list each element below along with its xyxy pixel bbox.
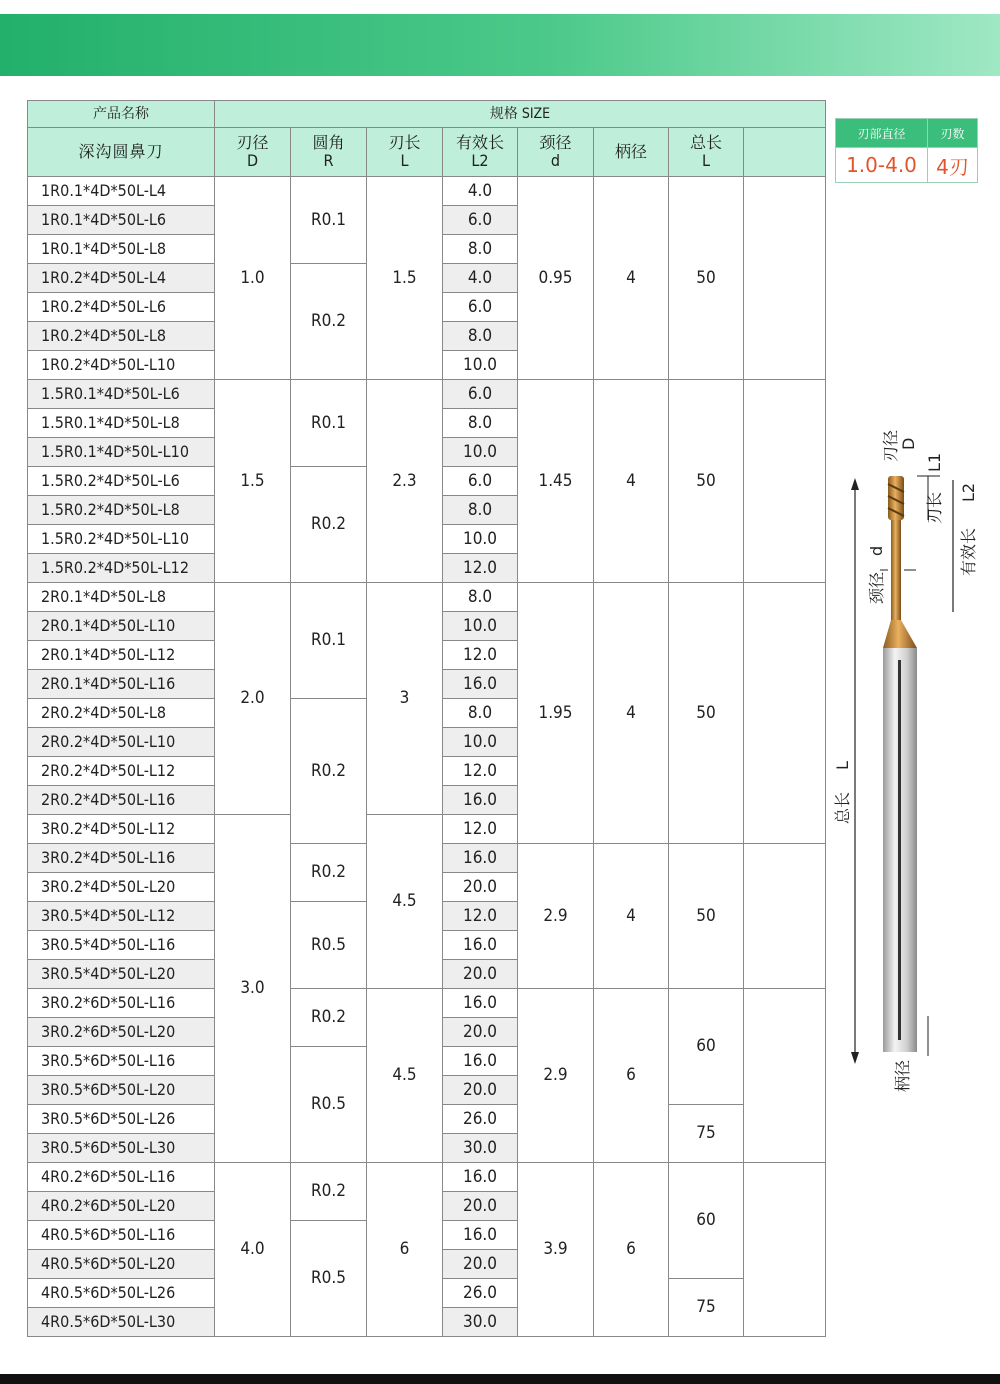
effective-length-cell: 6.0 <box>443 467 518 496</box>
effective-length-cell: 20.0 <box>443 960 518 989</box>
flute-length-cell: 4.5 <box>367 815 443 989</box>
effective-length-cell: 20.0 <box>443 1018 518 1047</box>
neck-diameter-cell: 0.95 <box>518 177 594 380</box>
radius-cell: R0.2 <box>291 1163 367 1221</box>
radius-cell: R0.2 <box>291 467 367 583</box>
effective-length-cell: 10.0 <box>443 351 518 380</box>
neck-section <box>891 520 901 620</box>
overall-length-cell: 75 <box>669 1279 744 1337</box>
end-mill-diagram <box>820 420 1000 1100</box>
model-cell: 1R0.2*4D*50L-L10 <box>28 351 215 380</box>
top-banner <box>0 14 1000 76</box>
neck-diameter-cell: 3.9 <box>518 1163 594 1337</box>
effective-length-cell: 8.0 <box>443 322 518 351</box>
col-diameter: 刃径 D <box>215 128 291 177</box>
neck-diameter-cell: 1.45 <box>518 380 594 583</box>
effective-length-cell: 30.0 <box>443 1308 518 1337</box>
overall-length-cell: 50 <box>669 177 744 380</box>
effective-length-cell: 8.0 <box>443 496 518 525</box>
shank-diameter-cell: 4 <box>594 177 669 380</box>
label-neck-diameter: 颈径 <box>867 571 886 604</box>
effective-length-cell: 12.0 <box>443 641 518 670</box>
effective-length-cell: 12.0 <box>443 757 518 786</box>
neck-diameter-cell: 1.95 <box>518 583 594 844</box>
flute-count-value: 4刃 <box>928 148 978 183</box>
col-overall-length: 总长 L <box>669 128 744 177</box>
overall-length-cell: 50 <box>669 380 744 583</box>
model-cell: 1.5R0.1*4D*50L-L6 <box>28 380 215 409</box>
overall-length-cell: 50 <box>669 583 744 844</box>
diameter-cell: 2.0 <box>215 583 291 815</box>
model-cell: 3R0.5*4D*50L-L16 <box>28 931 215 960</box>
flute-count-label: 刃数 <box>928 119 978 148</box>
radius-cell: R0.5 <box>291 1047 367 1163</box>
blank-cell <box>744 989 826 1163</box>
model-cell: 1.5R0.1*4D*50L-L10 <box>28 438 215 467</box>
effective-length-cell: 16.0 <box>443 786 518 815</box>
radius-cell: R0.1 <box>291 380 367 467</box>
effective-length-cell: 20.0 <box>443 1076 518 1105</box>
label-effective-length: 有效长 <box>959 527 978 576</box>
model-cell: 1.5R0.2*4D*50L-L12 <box>28 554 215 583</box>
model-cell: 3R0.5*6D*50L-L26 <box>28 1105 215 1134</box>
overall-length-cell: 60 <box>669 1163 744 1279</box>
flute-length-cell: 2.3 <box>367 380 443 583</box>
radius-cell: R0.2 <box>291 699 367 844</box>
effective-length-cell: 26.0 <box>443 1105 518 1134</box>
model-cell: 1R0.1*4D*50L-L4 <box>28 177 215 206</box>
label-flute-length-sym: L1 <box>925 452 944 472</box>
model-cell: 4R0.2*6D*50L-L16 <box>28 1163 215 1192</box>
effective-length-cell: 4.0 <box>443 177 518 206</box>
model-cell: 1R0.2*4D*50L-L6 <box>28 293 215 322</box>
model-cell: 2R0.1*4D*50L-L10 <box>28 612 215 641</box>
model-cell: 2R0.2*4D*50L-L8 <box>28 699 215 728</box>
product-name-header: 产品名称 <box>28 101 215 128</box>
model-cell: 2R0.2*4D*50L-L12 <box>28 757 215 786</box>
diameter-cell: 3.0 <box>215 815 291 1163</box>
shank-diameter-cell: 4 <box>594 844 669 989</box>
model-cell: 4R0.2*6D*50L-L20 <box>28 1192 215 1221</box>
blank-cell <box>744 844 826 989</box>
blank-cell <box>744 380 826 583</box>
effective-length-cell: 16.0 <box>443 1047 518 1076</box>
model-cell: 2R0.2*4D*50L-L10 <box>28 728 215 757</box>
model-cell: 2R0.1*4D*50L-L8 <box>28 583 215 612</box>
label-shank-diameter: 柄径 <box>893 1059 912 1092</box>
col-flute-length: 刃长 L <box>367 128 443 177</box>
radius-cell: R0.1 <box>291 583 367 699</box>
effective-length-cell: 26.0 <box>443 1279 518 1308</box>
effective-length-cell: 8.0 <box>443 583 518 612</box>
model-cell: 2R0.2*4D*50L-L16 <box>28 786 215 815</box>
spec-table <box>27 100 826 1337</box>
effective-length-cell: 6.0 <box>443 206 518 235</box>
bottom-bar <box>0 1374 1000 1384</box>
effective-length-cell: 16.0 <box>443 1163 518 1192</box>
table-row <box>28 177 826 206</box>
model-cell: 3R0.2*6D*50L-L20 <box>28 1018 215 1047</box>
blade-diameter-label: 刃部直径 <box>836 119 928 148</box>
effective-length-cell: 8.0 <box>443 409 518 438</box>
col-effective-length: 有效长 L2 <box>443 128 518 177</box>
blank-cell <box>744 583 826 844</box>
effective-length-cell: 8.0 <box>443 699 518 728</box>
overall-length-cell: 60 <box>669 989 744 1105</box>
label-blade-diameter: 刃径 <box>881 429 900 462</box>
model-cell: 4R0.5*6D*50L-L16 <box>28 1221 215 1250</box>
flute-length-cell: 1.5 <box>367 177 443 380</box>
model-cell: 3R0.5*6D*50L-L20 <box>28 1076 215 1105</box>
shank-diameter-cell: 6 <box>594 989 669 1163</box>
label-flute-length: 刃长 <box>925 491 944 524</box>
effective-length-cell: 12.0 <box>443 902 518 931</box>
label-effective-length-sym: L2 <box>959 482 978 502</box>
model-cell: 3R0.5*4D*50L-L12 <box>28 902 215 931</box>
effective-length-cell: 6.0 <box>443 380 518 409</box>
blank-cell <box>744 177 826 380</box>
flute-length-cell: 4.5 <box>367 989 443 1163</box>
effective-length-cell: 16.0 <box>443 670 518 699</box>
label-overall-length-sym: L <box>833 761 852 770</box>
model-cell: 3R0.2*4D*50L-L12 <box>28 815 215 844</box>
flute-length-cell: 3 <box>367 583 443 815</box>
model-cell: 3R0.5*6D*50L-L30 <box>28 1134 215 1163</box>
neck-diameter-cell: 2.9 <box>518 989 594 1163</box>
diameter-cell: 1.5 <box>215 380 291 583</box>
model-cell: 1R0.1*4D*50L-L8 <box>28 235 215 264</box>
neck-diameter-cell: 2.9 <box>518 844 594 989</box>
flute-info-table <box>835 118 978 183</box>
spec-size-header: 规格 SIZE <box>215 101 826 128</box>
shank-shadow-line <box>898 660 901 1040</box>
radius-cell: R0.2 <box>291 989 367 1047</box>
model-cell: 3R0.5*4D*50L-L20 <box>28 960 215 989</box>
effective-length-cell: 16.0 <box>443 931 518 960</box>
model-cell: 3R0.2*4D*50L-L16 <box>28 844 215 873</box>
model-cell: 2R0.1*4D*50L-L12 <box>28 641 215 670</box>
radius-cell: R0.5 <box>291 902 367 989</box>
blade-diameter-value: 1.0-4.0 <box>836 148 928 183</box>
label-blade-diameter-sym: D <box>899 437 918 450</box>
model-cell: 1.5R0.2*4D*50L-L10 <box>28 525 215 554</box>
table-row <box>28 1163 826 1192</box>
shank-diameter-cell: 4 <box>594 583 669 844</box>
col-blank <box>744 128 826 177</box>
model-cell: 3R0.2*4D*50L-L20 <box>28 873 215 902</box>
radius-cell: R0.2 <box>291 264 367 380</box>
effective-length-cell: 20.0 <box>443 1250 518 1279</box>
series-name: 深沟圆鼻刀 <box>28 128 215 177</box>
table-row <box>28 380 826 409</box>
effective-length-cell: 10.0 <box>443 438 518 467</box>
effective-length-cell: 4.0 <box>443 264 518 293</box>
model-cell: 1.5R0.1*4D*50L-L8 <box>28 409 215 438</box>
col-neck-diameter: 颈径 d <box>518 128 594 177</box>
model-cell: 1R0.2*4D*50L-L8 <box>28 322 215 351</box>
table-row <box>28 583 826 612</box>
shank-diameter-cell: 6 <box>594 1163 669 1337</box>
model-cell: 4R0.5*6D*50L-L26 <box>28 1279 215 1308</box>
model-cell: 2R0.1*4D*50L-L16 <box>28 670 215 699</box>
col-shank-diameter: 柄径 <box>594 128 669 177</box>
effective-length-cell: 8.0 <box>443 235 518 264</box>
effective-length-cell: 6.0 <box>443 293 518 322</box>
effective-length-cell: 30.0 <box>443 1134 518 1163</box>
flute-length-cell: 6 <box>367 1163 443 1337</box>
col-radius: 圆角 R <box>291 128 367 177</box>
effective-length-cell: 12.0 <box>443 815 518 844</box>
effective-length-cell: 10.0 <box>443 612 518 641</box>
diameter-cell: 4.0 <box>215 1163 291 1337</box>
model-cell: 1R0.2*4D*50L-L4 <box>28 264 215 293</box>
overall-length-cell: 50 <box>669 844 744 989</box>
effective-length-cell: 10.0 <box>443 525 518 554</box>
model-cell: 1R0.1*4D*50L-L6 <box>28 206 215 235</box>
model-cell: 1.5R0.2*4D*50L-L8 <box>28 496 215 525</box>
diameter-cell: 1.0 <box>215 177 291 380</box>
model-cell: 4R0.5*6D*50L-L20 <box>28 1250 215 1279</box>
effective-length-cell: 16.0 <box>443 844 518 873</box>
label-overall-length: 总长 <box>833 791 852 824</box>
label-neck-diameter-sym: d <box>867 545 886 556</box>
effective-length-cell: 20.0 <box>443 1192 518 1221</box>
radius-cell: R0.5 <box>291 1221 367 1337</box>
overall-length-cell: 75 <box>669 1105 744 1163</box>
shank-diameter-cell: 4 <box>594 380 669 583</box>
model-cell: 4R0.5*6D*50L-L30 <box>28 1308 215 1337</box>
effective-length-cell: 20.0 <box>443 873 518 902</box>
blank-cell <box>744 1163 826 1337</box>
radius-cell: R0.2 <box>291 844 367 902</box>
radius-cell: R0.1 <box>291 177 367 264</box>
effective-length-cell: 10.0 <box>443 728 518 757</box>
model-cell: 3R0.2*6D*50L-L16 <box>28 989 215 1018</box>
effective-length-cell: 16.0 <box>443 1221 518 1250</box>
table-row <box>28 989 826 1018</box>
model-cell: 3R0.5*6D*50L-L16 <box>28 1047 215 1076</box>
effective-length-cell: 16.0 <box>443 989 518 1018</box>
model-cell: 1.5R0.2*4D*50L-L6 <box>28 467 215 496</box>
effective-length-cell: 12.0 <box>443 554 518 583</box>
taper-section <box>883 620 917 648</box>
